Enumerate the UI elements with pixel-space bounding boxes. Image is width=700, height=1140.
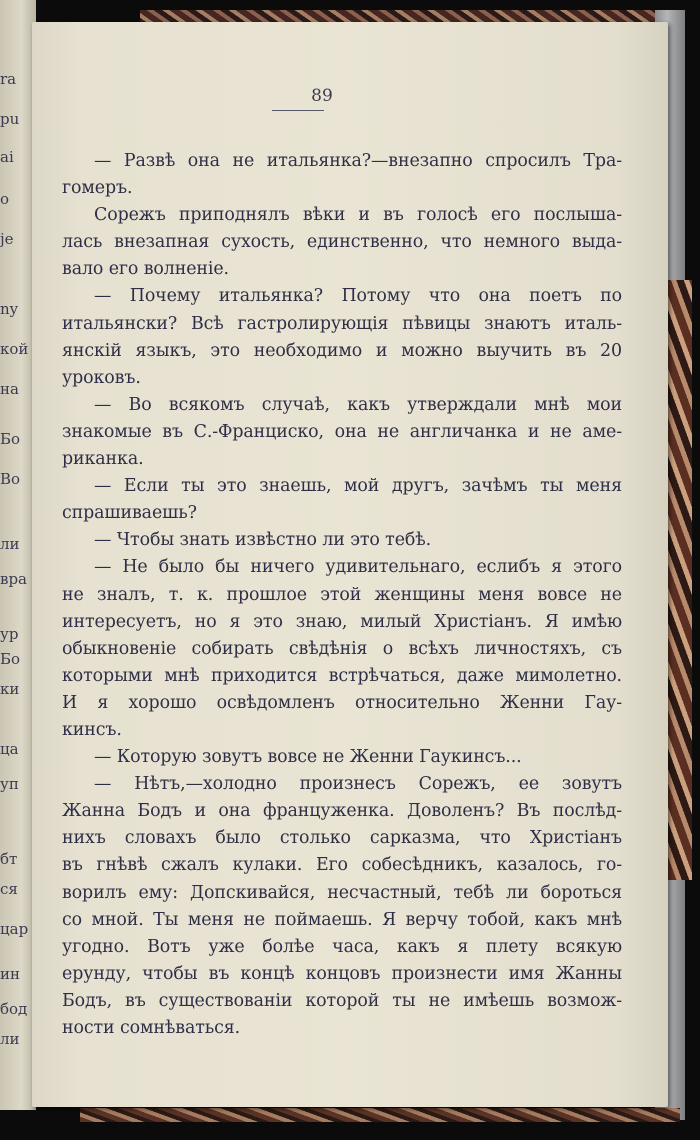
text-line: И я хорошо освѣдомленъ относительно Женни Гау- bbox=[62, 692, 622, 713]
left-page-fragment: ли bbox=[0, 535, 20, 553]
text-line: въ гнѣвѣ сжалъ кулаки. Его собесѣдникъ, казалось, го- bbox=[62, 855, 622, 876]
left-page-fragment: бт bbox=[0, 850, 18, 868]
left-page-fragment: бод bbox=[0, 1000, 28, 1018]
text-line: не зналъ, т. к. прошлое этой женщины меня вовсе не bbox=[62, 584, 622, 605]
left-page-fragment: ra bbox=[0, 70, 17, 88]
text-line: обыкновеніе собирать свѣдѣнія о всѣхъ личностяхъ, съ bbox=[62, 638, 622, 659]
text-line: лась внезапная сухость, единственно, что немного выда- bbox=[62, 232, 622, 253]
text-line: — Развѣ она не итальянка?—внезапно спросилъ Тра- bbox=[94, 151, 622, 171]
marbled-endpaper-bottom bbox=[80, 1108, 680, 1122]
text-line: угодно. Вотъ уже болѣе часа, какъ я плету всякую bbox=[62, 936, 622, 957]
left-page-fragment: pu bbox=[0, 110, 20, 128]
text-line: уроковъ. bbox=[62, 367, 141, 388]
left-page-fragment: Bo bbox=[0, 470, 21, 488]
text-line: — Если ты это знаешь, мой другъ, зачѣмъ ты меня bbox=[94, 476, 622, 497]
text-line: ворилъ ему: Допскивайся, несчастный, тебѣ ли бороться bbox=[62, 882, 622, 903]
left-facing-page bbox=[0, 0, 36, 1110]
page-number: 89 bbox=[311, 86, 333, 106]
text-line: нихъ словахъ было столько сарказма, что Христіанъ bbox=[62, 828, 622, 849]
left-page-fragment: кой bbox=[0, 340, 29, 358]
text-line: — Во всякомъ случаѣ, какъ утверждали мнѣ мои bbox=[94, 394, 622, 415]
text-line: Сорежъ приподнялъ вѣки и въ голосѣ его послыша- bbox=[94, 205, 622, 226]
left-page-fragment: ли bbox=[0, 1030, 20, 1048]
left-page-fragment: ин bbox=[0, 965, 20, 983]
text-line: ерунду, чтобы въ концѣ концовъ произнести имя Жанны bbox=[62, 963, 622, 984]
left-page-fragment: уп bbox=[0, 775, 19, 793]
text-line: — Нѣтъ,—холодно произнесъ Сорежъ, ее зовутъ bbox=[94, 774, 622, 795]
left-page-fragment: Бо bbox=[0, 650, 21, 668]
left-page-fragment: o bbox=[0, 190, 10, 208]
left-page-fragment: ny bbox=[0, 300, 19, 318]
text-line: — Чтобы знать извѣстно ли это тебѣ. bbox=[94, 530, 432, 551]
left-page-fragment: ся bbox=[0, 880, 18, 898]
page-number-rule bbox=[272, 110, 324, 111]
text-line: кинсъ. bbox=[62, 719, 122, 740]
page-text bbox=[62, 148, 622, 1042]
left-page-fragment: вра bbox=[0, 570, 27, 588]
left-page-fragment: ai bbox=[0, 148, 14, 166]
text-line: — Которую зовутъ вовсе не Женни Гаукинсъ... bbox=[94, 747, 522, 768]
text-line: риканка. bbox=[62, 449, 144, 470]
text-line: — Почему итальянка? Потому что она поетъ по bbox=[94, 286, 622, 307]
book-page bbox=[32, 22, 668, 1107]
left-page-fragment: цар bbox=[0, 920, 29, 938]
text-line: знакомые въ С.-Франциско, она не англичанка и не аме- bbox=[62, 421, 622, 442]
left-page-fragment: ца bbox=[0, 740, 19, 758]
text-line: Жанна Бодъ и она француженка. Доволенъ? Въ послѣд- bbox=[62, 801, 622, 822]
text-line: которыми мнѣ приходится встрѣчаться, даже мимолетно. bbox=[62, 665, 622, 686]
text-line: ности сомнѣваться. bbox=[62, 1018, 241, 1038]
text-line: гомеръ. bbox=[62, 178, 133, 199]
text-line: вало его волненіе. bbox=[62, 259, 229, 280]
text-line: янскій языкъ, это необходимо и можно выучить въ 20 bbox=[62, 340, 622, 361]
marbled-endpaper-right bbox=[668, 280, 692, 880]
left-page-fragment: Бо bbox=[0, 430, 21, 448]
text-line: спрашиваешь? bbox=[62, 503, 197, 524]
text-line: итальянски? Всѣ гастролирующія пѣвицы знаютъ италь- bbox=[62, 313, 622, 334]
text-line: Бодъ, въ существованіи которой ты не имѣешь возмож- bbox=[62, 990, 622, 1011]
text-line: со мной. Ты меня не поймаешь. Я верчу тобой, какъ мнѣ bbox=[62, 909, 622, 930]
text-line: интересуетъ, но я это знаю, милый Христіанъ. Я имѣю bbox=[62, 611, 622, 632]
text-line: — Не было бы ничего удивительнаго, еслибъ я этого bbox=[94, 557, 622, 578]
left-page-fragment: ур bbox=[0, 625, 19, 643]
left-page-fragment: ки bbox=[0, 680, 20, 698]
left-page-fragment: je bbox=[0, 230, 14, 248]
left-page-fragment: на bbox=[0, 380, 19, 398]
